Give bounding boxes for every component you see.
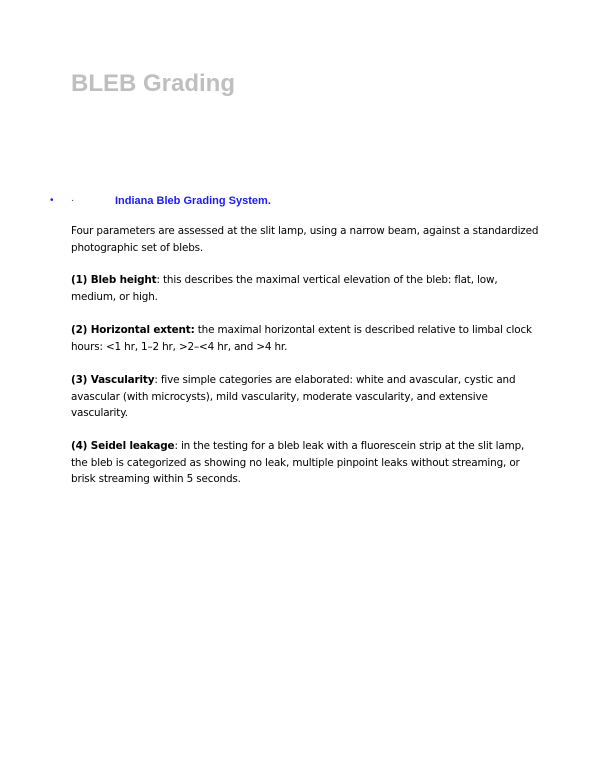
parameter-text: : this describes the maximal vertical elevation of the bleb: flat, low, medium, or high. xyxy=(71,274,498,303)
parameter-text: : in the testing for a bleb leak with a fluorescein strip at the slit lamp, the bleb is categorized as showing no leak, multiple pinpoint leaks without streaming, or brisk streaming within 5 seconds. xyxy=(71,440,525,485)
intro-paragraph: Four parameters are assessed at the slit lamp, using a narrow beam, against a standardized photographic set of blebs. xyxy=(71,225,539,254)
parameter-label: (3) Vascularity xyxy=(71,374,155,386)
parameter-horizontal-extent xyxy=(71,322,541,355)
parameter-text: : five simple categories are elaborated: white and avascular, cystic and avascular (with microcysts), mild vascularity, moderate vascularity, and extensive vascularity. xyxy=(71,374,516,419)
section-heading: Indiana Bleb Grading System. xyxy=(115,195,271,207)
bullet-item xyxy=(50,193,550,209)
parameter-seidel-leakage xyxy=(71,438,541,488)
parameter-label: (2) Horizontal extent: xyxy=(71,324,195,336)
parameter-text: the maximal horizontal extent is described relative to limbal clock hours: <1 hr, 1–2 hr, >2–<4 hr, and >4 hr. xyxy=(71,324,532,353)
parameter-label: (4) Seidel leakage xyxy=(71,440,175,452)
page-title: BLEB Grading xyxy=(71,70,236,97)
bullet-sub-marker: · xyxy=(71,195,75,206)
parameter-label: (1) Bleb height xyxy=(71,274,157,286)
parameter-vascularity xyxy=(71,372,541,422)
parameter-bleb-height xyxy=(71,272,541,305)
bullet-marker: • xyxy=(50,195,54,206)
